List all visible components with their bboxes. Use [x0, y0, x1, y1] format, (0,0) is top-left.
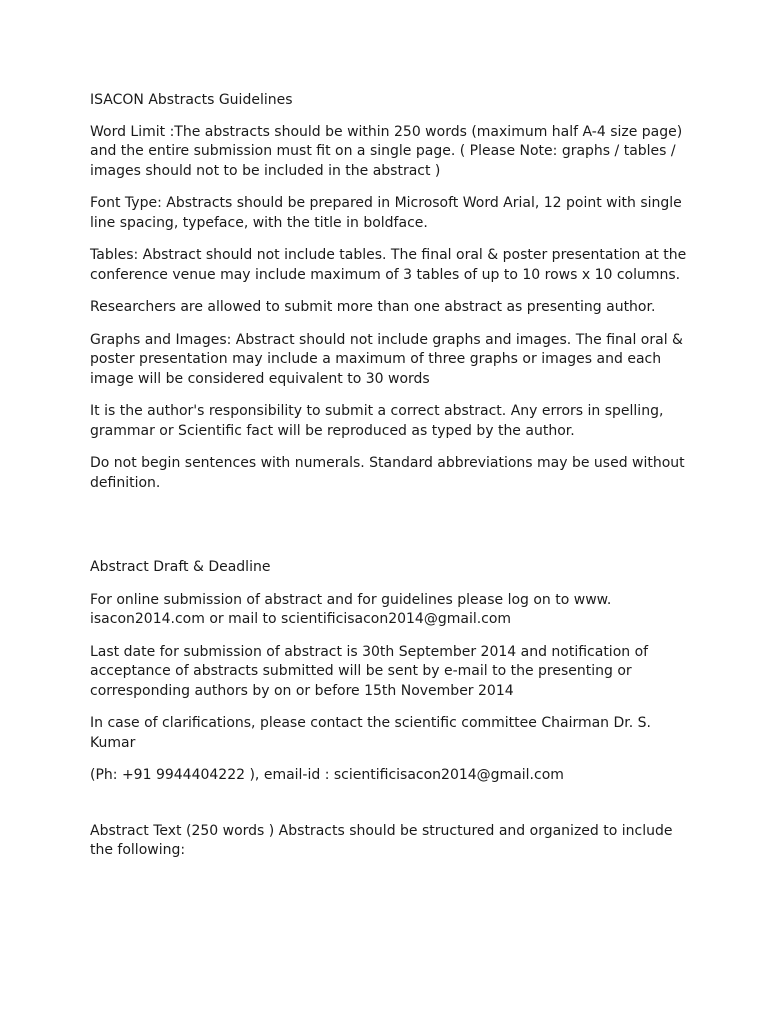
- word-limit-paragraph: Word Limit :The abstracts should be within 250 words (maximum half A-4 size page) and the entire submission must fit on a single page. ( Please Note: graphs / tables / images should not to be included in the abstract ): [90, 123, 683, 179]
- graphs-images-paragraph: Graphs and Images: Abstract should not include graphs and images. The final oral & poster presentation may include a maximum of three graphs or images and each image will be considered equivalent to 30 words: [90, 331, 683, 387]
- last-date-paragraph: Last date for submission of abstract is 30th September 2014 and notification of acceptance of abstracts submitted will be sent by e-mail to the presenting or corresponding authors by on or before 15th November 2014: [90, 643, 649, 699]
- draft-section-heading: Abstract Draft & Deadline: [90, 559, 271, 575]
- abstract-text-paragraph: Abstract Text (250 words ) Abstracts should be structured and organized to include the following:: [90, 822, 673, 858]
- font-type-paragraph: Font Type: Abstracts should be prepared in Microsoft Word Arial, 12 point with single line spacing, typeface, with the title in boldface.: [90, 195, 682, 231]
- online-submission-paragraph: For online submission of abstract and for guidelines please log on to www. isacon2014.com or mail to scientificisacon2014@gmail.com: [90, 591, 612, 627]
- document-body: [90, 91, 690, 861]
- document-title: ISACON Abstracts Guidelines: [90, 92, 293, 108]
- contact-paragraph: (Ph: +91 9944404222 ), email-id : scientificisacon2014@gmail.com: [90, 767, 564, 783]
- responsibility-paragraph: It is the author's responsibility to submit a correct abstract. Any errors in spelling, grammar or Scientific fact will be reproduced as typed by the author.: [90, 403, 664, 439]
- tables-paragraph: Tables: Abstract should not include tables. The final oral & poster presentation at the conference venue may include maximum of 3 tables of up to 10 rows x 10 columns.: [90, 247, 687, 283]
- clarifications-paragraph: In case of clarifications, please contact the scientific committee Chairman Dr. S. Kumar: [90, 715, 651, 751]
- numerals-paragraph: Do not begin sentences with numerals. Standard abbreviations may be used without definition.: [90, 455, 685, 491]
- researchers-paragraph: Researchers are allowed to submit more than one abstract as presenting author.: [90, 299, 656, 315]
